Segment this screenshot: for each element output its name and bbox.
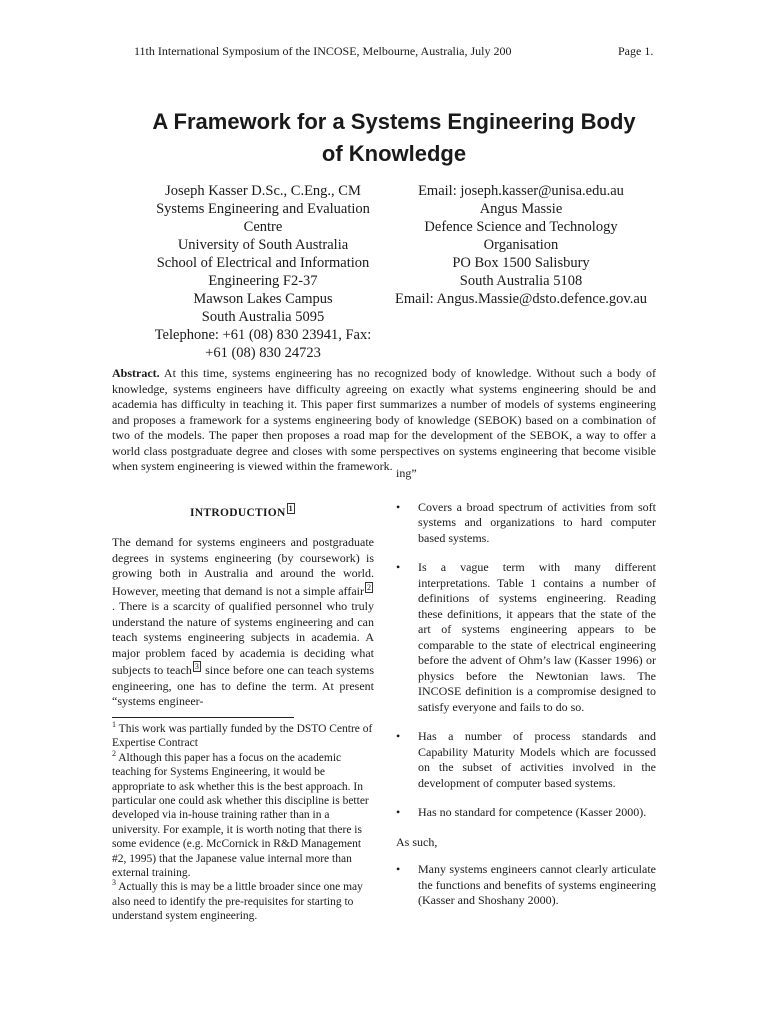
running-head: 11th International Symposium of the INCOSE, Melbourne, Australia, July 200 — [134, 44, 512, 58]
list-item-text: Covers a broad spectrum of activities from soft systems and organizations to hard computer based systems. — [418, 499, 656, 545]
footnote-2 — [112, 748, 374, 881]
author-block-right — [384, 182, 658, 308]
list-item — [396, 729, 656, 791]
footnote-ref-3[interactable]: 3 — [194, 662, 199, 672]
author-line: Centre — [243, 219, 283, 235]
left-column — [112, 503, 374, 710]
abstract-text: At this time, systems engineering has no recognized body of knowledge. Without such a body of knowledge, systems engineers have difficulty agreeing on exactly what systems engineering should be and academia has difficulty in teaching it. This paper first summarizes a number of models of systems engineering and proposes a framework for a systems engineering body of knowledge (SEBOK) based on a combination of two of the models. The paper then proposes a road map for the development of the SEBOK, a way to offer a world class postgraduate degree and closes with some perspectives on systems engineering that become visible when system engineering is viewed within the framework. — [112, 366, 656, 473]
footnotes — [112, 722, 374, 924]
section-heading-text: INTRODUCTION — [190, 506, 286, 519]
author-line: Defence Science and Technology — [424, 219, 618, 235]
page-number: Page 1. — [618, 44, 654, 58]
bullet-icon: • — [396, 499, 401, 514]
section-heading-introduction — [112, 503, 374, 521]
bullet-list-2 — [396, 862, 656, 909]
list-item — [396, 500, 656, 547]
intro-text-2: . There is a scarcity of qualified personnel who truly understand the nature of systems engineering and can teach systems engineering subjects in academia. A major problem faced by academia is deciding what subjects to teach — [112, 599, 374, 678]
footnote-1 — [112, 722, 374, 751]
intro-text-1: The demand for systems engineers and postgraduate degrees in systems engineering (by coursework) is growing both in Australia and around the world. However, meeting that demand is not a simple affair — [112, 535, 374, 598]
list-item — [396, 560, 656, 715]
author-line: School of Electrical and Information — [156, 255, 370, 271]
intro-text-3: since before one can teach systems engineering, one has to define the term. At present “systems engineer- — [112, 663, 374, 709]
list-item — [396, 805, 656, 821]
author-line: +61 (08) 830 24723 — [205, 345, 321, 361]
author-line: South Australia 5095 — [201, 309, 325, 325]
list-item-text: Is a vague term with many different interpretations. Table 1 contains a number of definitions of systems engineering. Reading these definitions, it appears that the state of the art of systems engineering appears to be comparable to the state of electrical engineering before the advent of Ohm’s law (Kasser 1996) or physics before the Newtonian laws. The INCOSE definition is a compromise designed to satisfy everyone and fails to do so. — [418, 560, 656, 714]
footnote-text: Although this paper has a focus on the academic teaching for Systems Engineering, it would be appropriate to ask whether this is the best approach. In particular one could ask whether this discipline is better developed via in-house training rather than in a university. For example, it is worth noting that there is some evidence (e.g. McCornick in R&D Management #2, 1995) that the Japanese value internal more than external training. — [112, 751, 369, 880]
introduction-paragraph — [112, 535, 374, 710]
author-line: Engineering F2-37 — [208, 273, 318, 289]
footnote-number: 2 — [112, 748, 116, 758]
footnote-ref-1[interactable]: 1 — [288, 504, 293, 513]
as-such-text: As such, — [396, 834, 438, 849]
footnote-divider — [112, 717, 294, 718]
right-column — [396, 466, 656, 923]
list-item-text: Has a number of process standards and Capability Maturity Models which are focussed on the subset of activities involved in the development of computer based systems. — [418, 729, 656, 790]
title-line-1: A Framework for a Systems Engineering Body — [152, 109, 636, 134]
author-line: University of South Australia — [177, 237, 349, 253]
abstract — [112, 366, 656, 475]
author-line: Telephone: +61 (08) 830 23941, Fax: — [154, 327, 372, 343]
paper-title — [112, 106, 676, 170]
author-line: Systems Engineering and Evaluation — [156, 201, 370, 217]
bullet-icon: • — [396, 729, 401, 743]
continuation-text: ing” — [396, 466, 417, 480]
author-line: Mawson Lakes Campus — [193, 291, 333, 307]
bullet-icon: • — [396, 805, 401, 819]
author-line: Email: joseph.kasser@unisa.edu.au — [418, 183, 624, 199]
author-line: South Australia 5108 — [459, 273, 583, 289]
footnote-text: This work was partially funded by the DSTO Centre of Expertise Contract — [112, 723, 373, 750]
footnote-number: 1 — [112, 720, 116, 730]
footnote-number: 3 — [112, 878, 116, 888]
author-line: Email: Angus.Massie@dsto.defence.gov.au — [394, 291, 647, 307]
author-line: Organisation — [483, 237, 559, 253]
list-item-text: Has no standard for competence (Kasser 2000). — [418, 805, 647, 819]
title-line-2: of Knowledge — [321, 141, 467, 166]
footnote-ref-2[interactable]: 2 — [367, 582, 371, 592]
bullet-icon: • — [396, 560, 401, 574]
list-item — [396, 862, 656, 909]
footnote-3 — [112, 880, 374, 923]
author-line: Joseph Kasser D.Sc., C.Eng., CM — [165, 183, 361, 199]
footnote-text: Actually this is may be a little broader since one may also need to identify the pre-requisites for starting to understand system engineering. — [112, 881, 363, 923]
author-line: PO Box 1500 Salisbury — [452, 255, 590, 271]
author-block-left — [136, 182, 390, 362]
bullet-icon: • — [396, 862, 401, 876]
list-item-text: Many systems engineers cannot clearly articulate the functions and benefits of systems engineering (Kasser and Shoshany 2000). — [418, 862, 656, 907]
bullet-list — [396, 500, 656, 821]
author-line: Angus Massie — [479, 201, 563, 217]
abstract-label: Abstract. — [112, 366, 160, 380]
